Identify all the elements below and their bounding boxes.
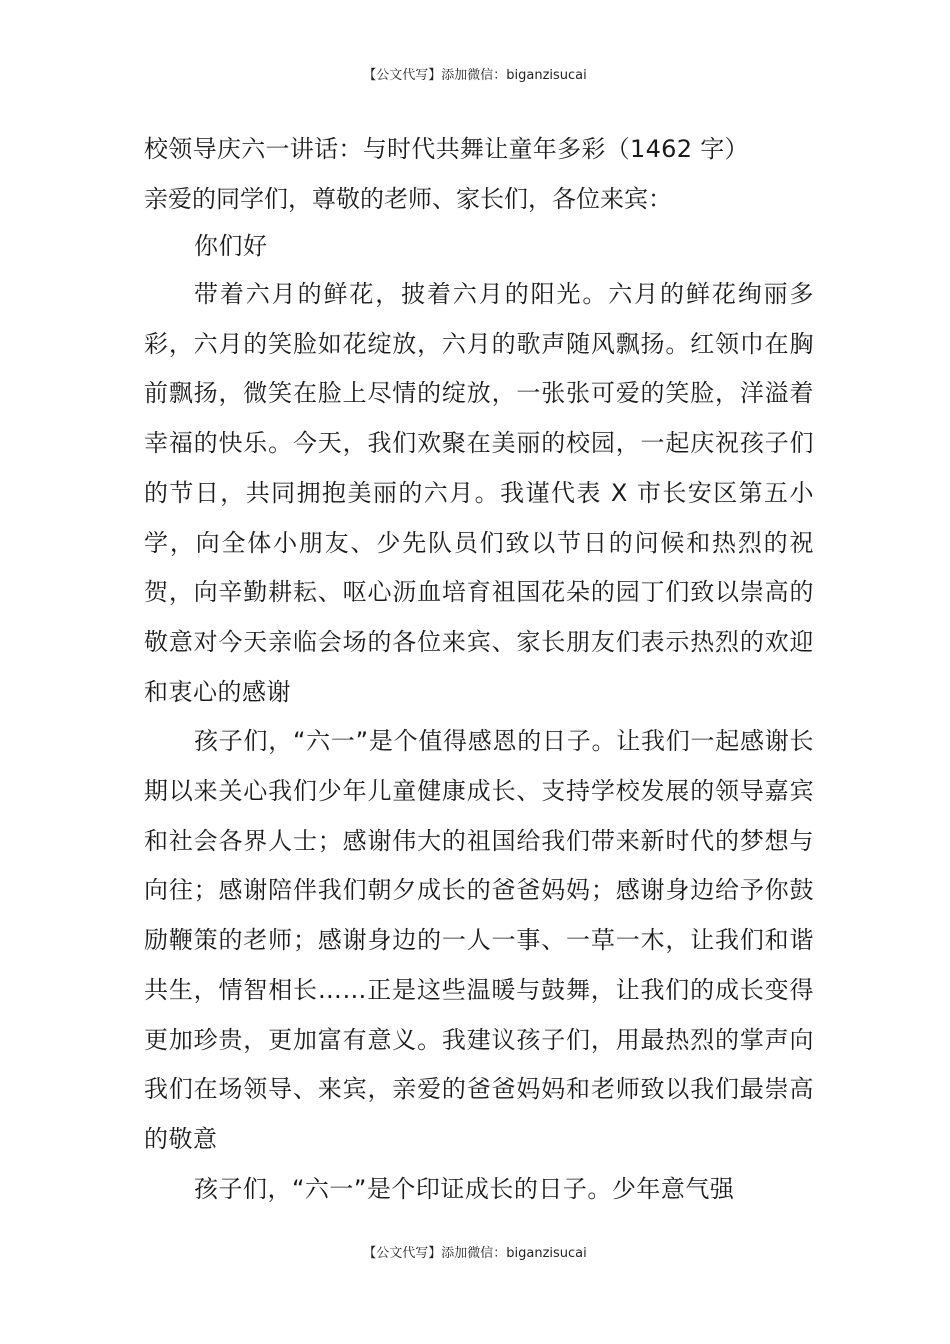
paragraph-growth: 孩子们，“六一”是个印证成长的日子。少年意气强 [194, 1174, 735, 1203]
paragraph-opening: 带着六月的鲜花，披着六月的阳光。六月的鲜花绚丽多彩，六月的笑脸如花绽放，六月的歌声随风飘扬。红领巾在胸前飘扬，微笑在脸上尽情的绽放，一张张可爱的笑脸，洋溢着幸福的快乐。今天，我们欢聚在美丽的校园，一起庆祝孩子们的节日，共同拥抱美丽的六月。我谨代表 X 市长安区第五小学，向全体小朋友、少先队员们致以节日的问候和热烈的祝贺，向辛勤耕耘、呕心沥血培育祖国花朵的园丁们致以崇高的敬意对今天亲临会场的各位来宾、家长朋友们表示热烈的欢迎和衷心的感谢 [144, 280, 814, 706]
document-body [144, 123, 814, 1214]
paragraph-hello: 你们好 [194, 232, 268, 260]
document-title: 校领导庆六一讲话：与时代共舞让童年多彩（1462 字） [144, 135, 749, 163]
salutation: 亲爱的同学们，尊敬的老师、家长们，各位来宾： [144, 185, 672, 213]
page-footer: 【公文代写】添加微信：biganzisucai [363, 1246, 587, 1261]
paragraph-gratitude: 孩子们，“六一”是个值得感恩的日子。让我们一起感谢长期以来关心我们少年儿童健康成长、支持学校发展的领导嘉宾和社会各界人士；感谢伟大的祖国给我们带来新时代的梦想与向往；感谢陪伴我们朝夕成长的爸爸妈妈；感谢身边给予你鼓励鞭策的老师；感谢身边的一人一事、一草一木，让我们和谐共生，情智相长……正是这些温暖与鼓舞，让我们的成长变得更加珍贵，更加富有意义。我建议孩子们，用最热烈的掌声向我们在场领导、来宾，亲爱的爸爸妈妈和老师致以我们最崇高的敬意 [144, 727, 814, 1153]
page-header: 【公文代写】添加微信：biganzisucai [363, 68, 587, 83]
